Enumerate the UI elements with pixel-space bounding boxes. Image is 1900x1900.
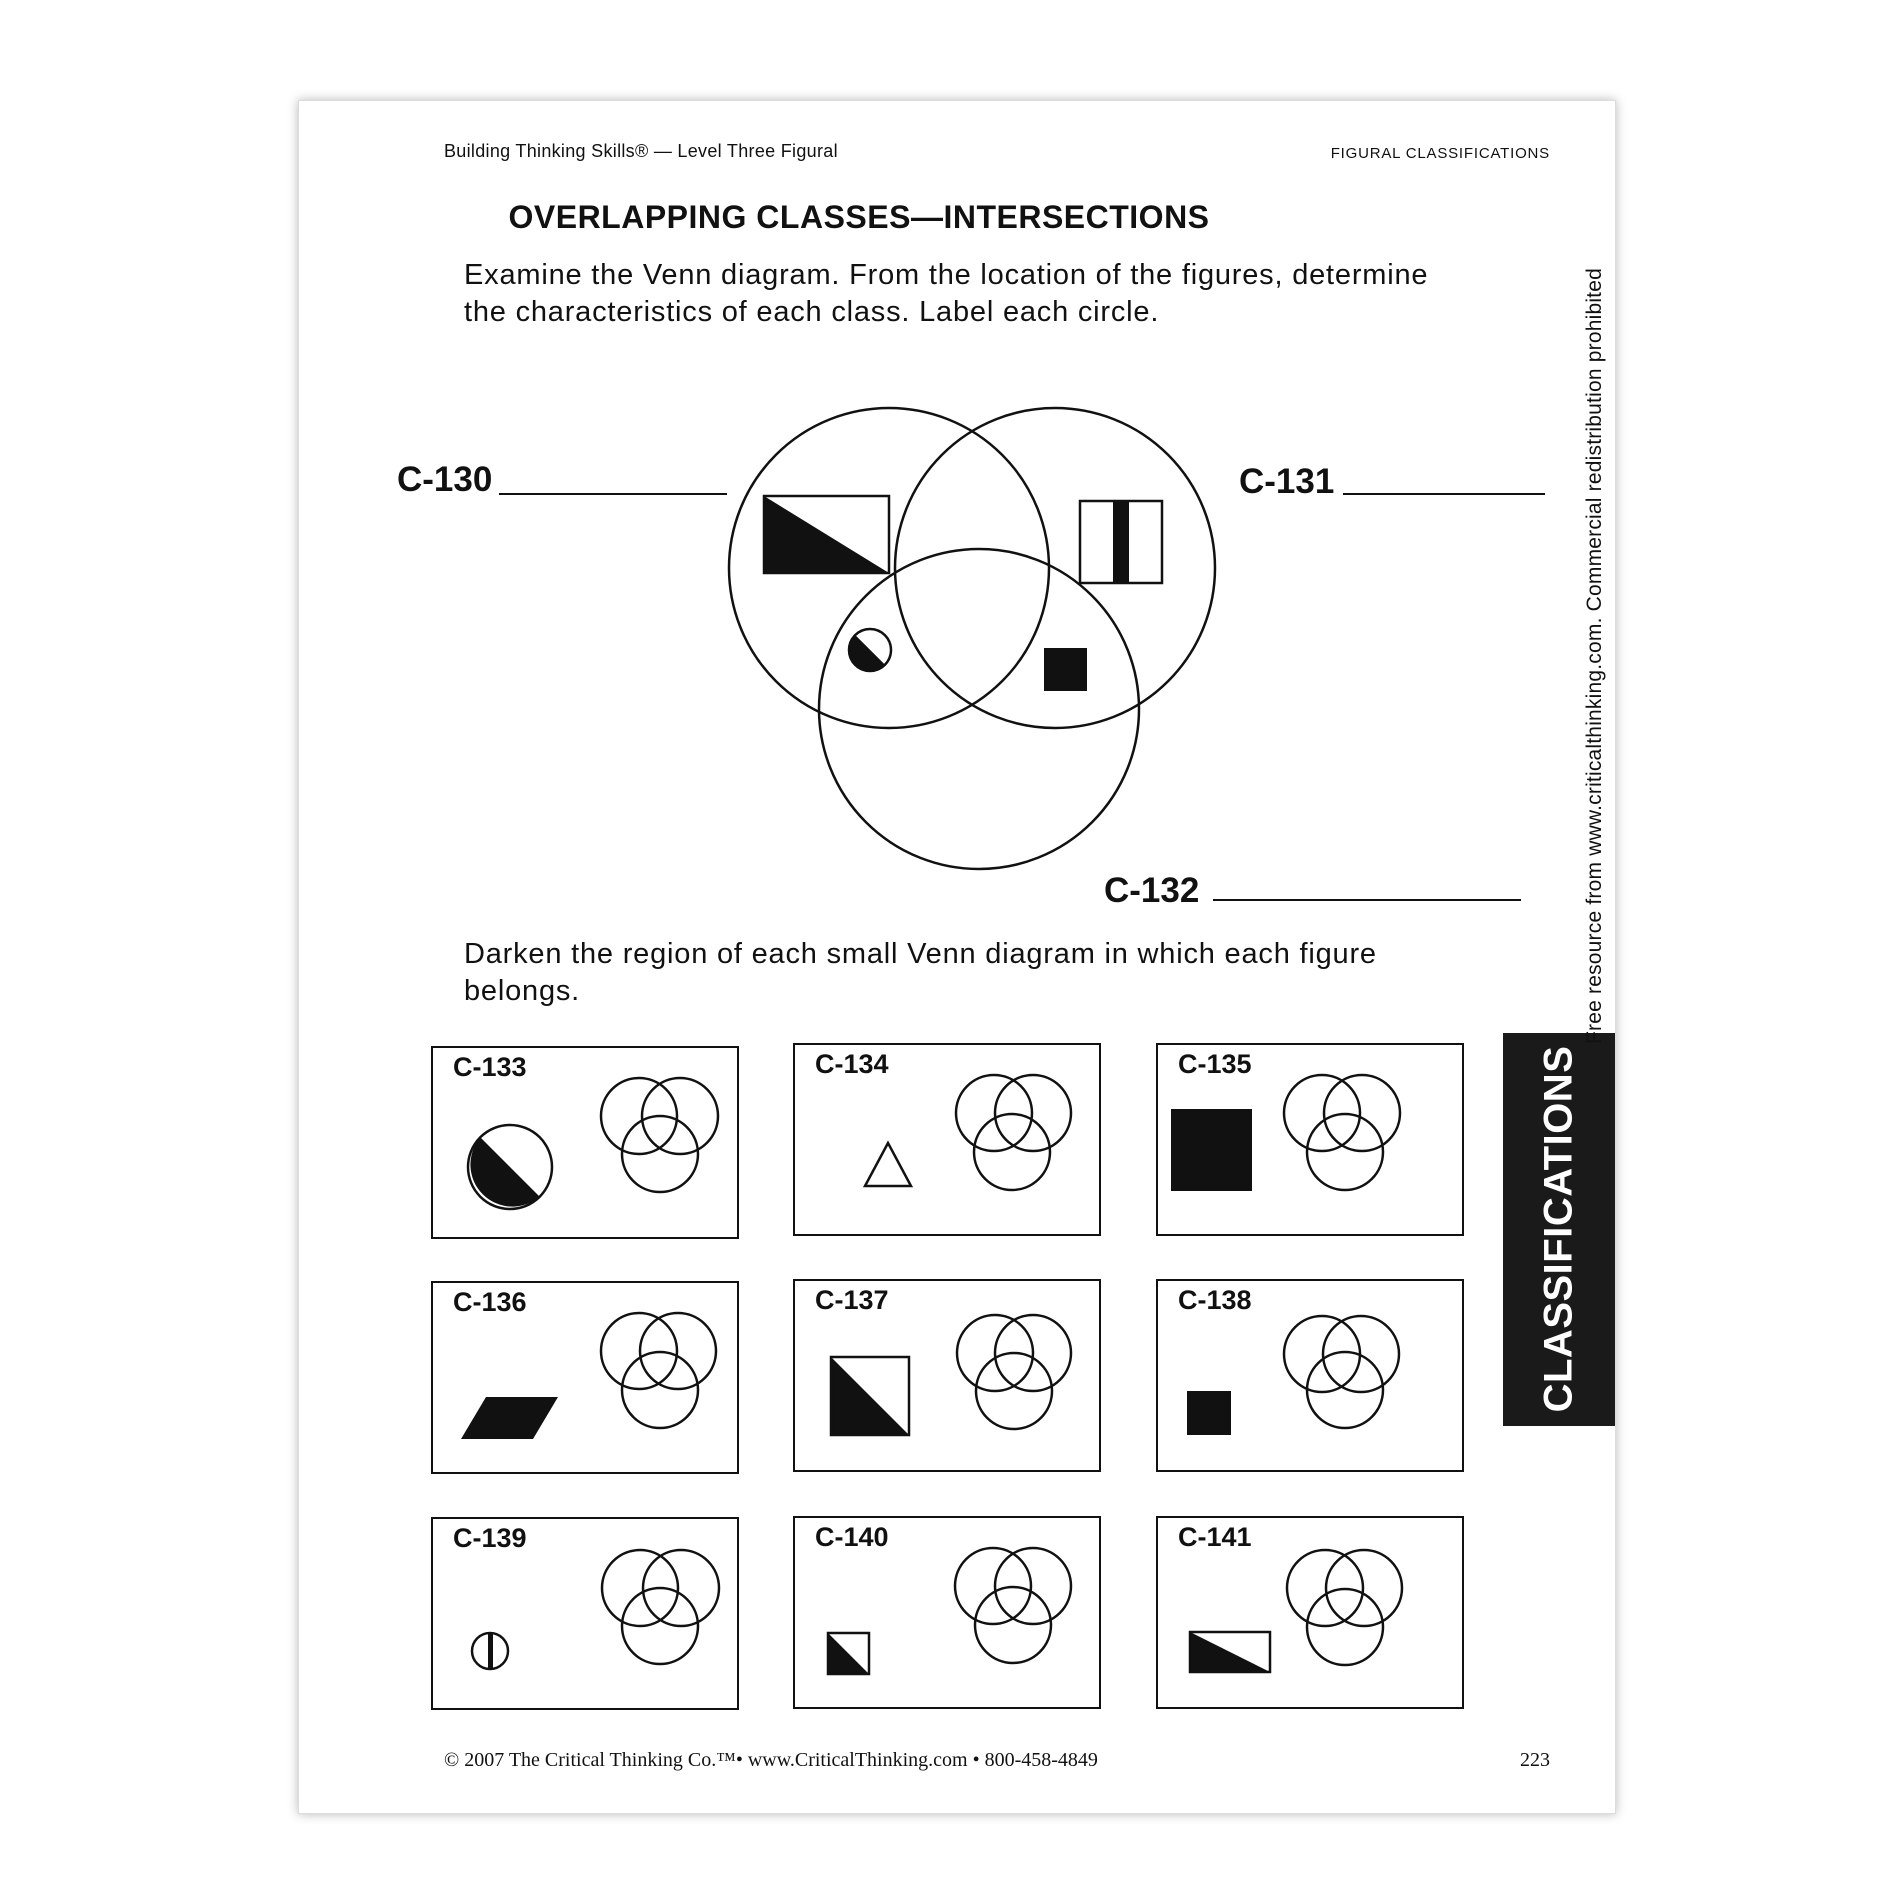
exercise-label: C-141: [1178, 1522, 1252, 1552]
exercise-graphics: [433, 1048, 741, 1241]
exercise-graphics: [1158, 1518, 1466, 1711]
mini-venn-diagram[interactable]: [602, 1550, 719, 1664]
mini-venn-diagram[interactable]: [601, 1313, 716, 1428]
exercise-label: C-134: [815, 1049, 889, 1079]
exercise-label: C-139: [453, 1523, 527, 1553]
exercise-label: C-135: [1178, 1049, 1252, 1079]
answer-line-c131[interactable]: [1343, 493, 1545, 495]
figure-solid-square: [1171, 1109, 1252, 1191]
section-tab-label: CLASSIFICATIONS: [1536, 1045, 1581, 1413]
answer-line-c130[interactable]: [499, 493, 727, 495]
exercise-card: [431, 1517, 739, 1710]
figure-shaded-circle: [468, 1125, 552, 1209]
worksheet-page: [298, 100, 1616, 1814]
exercise-card: [793, 1279, 1101, 1472]
section-tab: [1503, 1033, 1615, 1426]
series-header: Building Thinking Skills® — Level Three Figural: [444, 141, 838, 161]
figure-outline-triangle: [865, 1143, 911, 1186]
venn-figure-solid-square: [1044, 648, 1087, 691]
exercise-graphics: [795, 1281, 1103, 1474]
exercise-label: C-137: [815, 1285, 889, 1315]
exercise-card: [431, 1281, 739, 1474]
mini-venn-diagram[interactable]: [1284, 1316, 1399, 1428]
page-title: OVERLAPPING CLASSES—INTERSECTIONS: [508, 199, 1210, 235]
page-number: 223: [1520, 1749, 1550, 1771]
figure-shaded-rectangle: [1190, 1632, 1270, 1672]
exercise-label: C-136: [453, 1287, 527, 1317]
mini-venn-diagram[interactable]: [955, 1548, 1071, 1663]
exercise-card: [793, 1043, 1101, 1236]
figure-striped-circle: [472, 1633, 508, 1669]
exercise-label: C-138: [1178, 1285, 1252, 1315]
figure-solid-parallelogram: [461, 1397, 558, 1439]
instructions-darken: Darken the region of each small Venn diagram in which each figure belongs.: [464, 938, 1377, 1007]
venn-figure-shaded-rectangle: [764, 496, 889, 573]
instructions-examine: Examine the Venn diagram. From the location of the figures, determine the characteristics of each class. Label each circle.: [464, 259, 1429, 328]
exercise-label: C-133: [453, 1052, 527, 1082]
figure-shaded-square: [831, 1357, 909, 1435]
mini-venn-diagram[interactable]: [1284, 1075, 1400, 1190]
exercise-card: [1156, 1043, 1464, 1236]
section-header: FIGURAL CLASSIFICATIONS: [1330, 145, 1550, 162]
exercise-graphics: [795, 1518, 1103, 1711]
venn-label-c131: C-131: [1239, 462, 1335, 501]
exercise-graphics: [1158, 1281, 1466, 1474]
venn-figure-shaded-circle: [849, 629, 891, 671]
exercise-graphics: [433, 1519, 741, 1712]
footer-copyright: © 2007 The Critical Thinking Co.™• www.CriticalThinking.com • 800-458-4849: [444, 1749, 1098, 1771]
redistribution-notice: Free resource from www.criticalthinking.com. Commercial redistribution prohibited: [1583, 268, 1606, 1044]
figure-shaded-square: [828, 1633, 869, 1674]
mini-venn-diagram[interactable]: [1287, 1550, 1402, 1665]
venn-figure-striped-rectangle: [1080, 501, 1162, 583]
venn-label-c130: C-130: [397, 460, 493, 499]
figure-solid-square: [1187, 1391, 1231, 1435]
answer-line-c132[interactable]: [1213, 899, 1521, 901]
venn-label-c132: C-132: [1104, 871, 1200, 910]
exercise-label: C-140: [815, 1522, 889, 1552]
exercise-graphics: [1158, 1045, 1466, 1238]
mini-venn-diagram[interactable]: [957, 1315, 1071, 1429]
exercise-card: [1156, 1516, 1464, 1709]
exercise-card: [793, 1516, 1101, 1709]
exercise-graphics: [433, 1283, 741, 1476]
exercise-card: [431, 1046, 739, 1239]
mini-venn-diagram[interactable]: [956, 1075, 1071, 1190]
exercise-card: [1156, 1279, 1464, 1472]
mini-venn-diagram[interactable]: [601, 1078, 718, 1192]
exercise-graphics: [795, 1045, 1103, 1238]
